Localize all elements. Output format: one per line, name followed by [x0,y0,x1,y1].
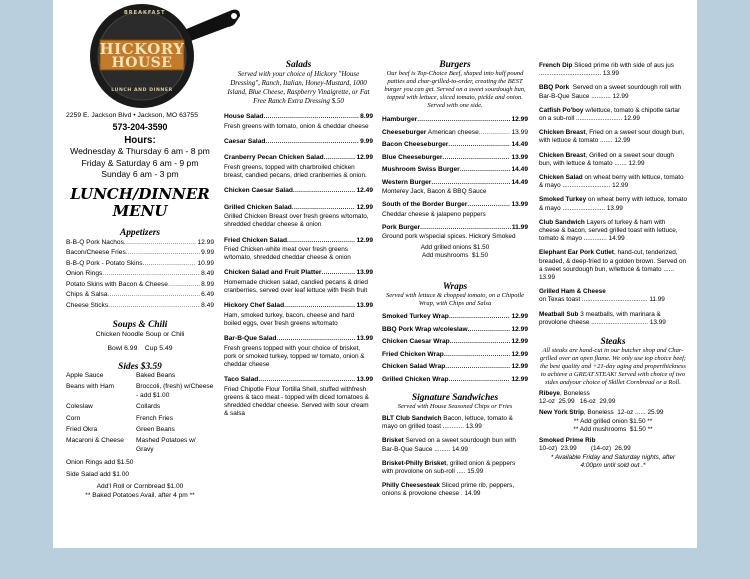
item-price: 12.99 [612,182,629,190]
steak-addon: ** Add grilled onion $1.50 ** [573,417,653,425]
salad-item [224,153,373,180]
item-description: , Grilled on a sweet sour dough bun, with lettuce & tomato [539,151,674,167]
column-3 [382,60,528,505]
side-item: Broccoli, (fresh) w/Cheese - add $1.00 [136,383,214,399]
item-name: Ribeye [539,390,560,398]
hours-heading: Hours: [124,135,156,146]
item-description: , Fried on a sweet sour dough bun, with lettuce & tomato [539,129,685,145]
side-note: Side Salad add $1.00 [66,471,130,479]
item-name: Chicken Salad [539,174,583,182]
menu-item: French Dip Sliced prime rib with side of aus jus ................................... 13.99 [539,62,674,78]
item-description: Bacon, lettuce, tomato & mayo on grilled toast [382,415,513,431]
soups-heading: Soups & Chili [112,320,168,330]
salad-item [224,186,373,197]
item-price: 8.99 [360,113,373,120]
item-name: Chicken Breast [539,129,586,137]
item-description: on wheat berry with lettuce, tomato & mayo [539,196,688,212]
salad-item [224,137,373,148]
item-extra: American cheese [426,128,479,136]
item-name: B-B-Q Pork Nachos [66,238,124,246]
item-name: Smoked Prime Rib [539,437,596,445]
item-price: 12.99 [511,375,528,383]
item-name: Grilled Chicken Salad [224,203,292,211]
appetizer-item [66,269,214,280]
salad-item [224,301,373,328]
steak-ribeye [539,390,687,406]
item-description: Fresh greens with tomato, onion & cheddar cheese [224,122,369,130]
item-name: Meatball Sub [539,310,579,318]
item-name: South of the Border Burger [382,201,468,209]
item-name: Caesar Salad [224,137,266,145]
item-name: Western Burger [382,178,432,186]
menu-item: Club Sandwich Layers of turkey & ham with cheese & bacon, served grilled toast with lettuce, tomato & mayo ............. 14.99 [539,218,678,243]
steaks-description: All steaks are hand-cut in our butcher shop and Char-grilled over an open flame. We only use top choice beef; the best quality and +21-day aging and properthickness to achieve a GREAT STEAK! Served with choice of two sides andyour choice of Skillet Cornbread or a Roll. [539,347,687,387]
item-price: 13.99 [511,153,528,161]
hickory-house-logo [84,0,244,110]
item-price: 13.99 [356,269,373,277]
sandwich-item: Brisket Served on a sweet sourdough bun with Bar-B-Que Sauce ......... 14.99 [382,437,516,453]
item-price: 12.99 [511,350,528,358]
item-price: 13.99 [606,204,623,212]
burger-item [382,200,528,219]
burger-addon: Add grilled onions $1.50 [420,243,490,251]
wraps-heading: Wraps [442,282,468,293]
item-description: Cheddar cheese & jalapeno peppers [382,210,486,218]
address: 2259 E. Jackson Blvd • Jackson, MO 63755 [66,112,198,119]
wrap-item [382,337,528,348]
wrap-item [382,375,528,386]
menu-page [53,0,697,548]
side-item: Mashed Potatoes w/ Gravy [136,437,196,453]
item-price: 12.99 [511,338,528,346]
item-description: Served on a sweet sourdough bun with Bar-B-Que Sauce [382,437,516,453]
item-description: Fried Chicken-white meat over fresh greens w/tomato, shredded cheddar cheese & onion [224,246,351,262]
item-price: 6.49 [201,291,214,298]
item-price: 25.99 [647,409,664,417]
item-price: 9.99 [201,249,214,256]
burger-item [382,153,528,164]
item-price: 12.99 [511,313,528,321]
item-price: 12.99 [614,137,631,145]
item-note: * Available Friday and Saturday nights, after [550,453,676,461]
item-name: Catfish Po'boy [539,106,584,114]
appetizer-item [66,301,214,312]
burgers-list [382,115,528,260]
sides-heading: Sides $3.59 [118,362,162,372]
item-name: Potato Skins with Bacon & Cheese [66,280,168,288]
item-description: w/lettuce, tomato & chipotle tartar on a sub-roll [539,106,681,123]
item-price: 12.99 [612,92,629,100]
item-description: on wheat berry with lettuce, tomato & mayo [539,174,684,190]
item-price: 13.99 [511,201,528,209]
item-name: Grilled Chicken Wrap [382,375,449,383]
item-price: 11.99 [511,223,528,231]
item-name: Smoked Turkey Wrap [382,313,449,321]
item-price: 13.99 [539,274,555,282]
salad-item [224,112,373,131]
item-name: Bar-B-Que Salad [224,335,277,343]
item-name: Chicken Caesar Wrap [382,338,450,346]
wrap-item [382,325,528,336]
steak-addon: ** Add mushrooms $1.50 ** [573,425,653,433]
item-name: French Dip [539,62,573,69]
burger-item [382,115,528,126]
menu-title-line: LUNCH/DINNER [70,184,210,203]
item-name: BLT Club Sandwich [382,415,442,423]
item-price: 13.99 [356,376,373,384]
item-name: House Salad [224,113,264,120]
item-price: 9.99 [360,137,373,145]
burger-item [382,223,528,242]
item-price: 8.49 [201,270,214,277]
logo-name-hickory: HICKORY [99,40,185,58]
side-item: Fried Okra [66,426,98,434]
logo-top-text: BREAKFAST [124,10,166,16]
item-name: Elephant Ear Pork Cutlet [539,249,614,257]
item-name: BBQ Pork Wrap w/coleslaw [382,325,468,333]
salad-item [224,236,373,263]
side-item: Coleslaw [66,403,93,411]
steaks-heading: Steaks [600,337,626,348]
sandwich-item: Brisket-Philly Brisket, grilled onion & peppers with provolone on sub-roll ..... 15.99 [382,459,516,476]
wrap-item [382,362,528,373]
item-price: 12.99 [511,116,528,123]
item-name: Cranberry Pecan Chicken Salad [224,154,324,162]
menu-item: Smoked Turkey on wheat berry with lettuce, tomato & mayo ........................ 13.99 [539,196,688,212]
sandwich-list-2 [539,62,687,327]
side-item: Beans with Ham [66,383,115,391]
item-name: Grilled Ham & Cheese [539,288,606,296]
burger-item [382,128,528,139]
sandwiches-description: Served with House Seasoned Chips or Fries [397,403,513,411]
item-name: Taco Salad [224,376,259,384]
wraps-description: Served with lettuce & chopped tomato, on a Chipotle Wrap, with Chips and Salsa [385,292,525,308]
item-price: 8.49 [201,301,214,309]
item-price: 10.99 [197,259,214,267]
wrap-item [382,350,528,361]
item-name: Fried Chicken Wrap [382,350,444,358]
item-price: 14.49 [511,178,528,186]
item-name: Bacon/Cheese Fries [66,249,126,256]
item-price: 13.99 [649,318,666,326]
burgers-description: Our beef is Top-Choice Beef, shaped into half pound patties and char-grilled-to-order, creating the BEST burger you can get. Served on a sweet sourdough bun, topped with lettuce, sliced tomato, pickle and onion. Served with one side. [384,70,526,109]
item-description: 3 meatballs, with marinara & provolone cheese [539,310,661,326]
item-description: Monterey Jack, Bacon & BBQ Sauce [382,188,487,195]
salad-item [224,203,373,230]
item-name: Chicken Salad and Fruit Platter [224,269,322,277]
hours-line: Wednesday & Thursday 6 am - 8 pm [70,146,210,156]
item-price: 13.99 [465,423,482,431]
item-name: BBQ Pork [539,84,570,92]
menu-title [66,186,214,220]
item-description: Fresh greens topped with your choice of brisket, pork or smoked turkey, topped w/ tomato, onion & cheddar cheese [224,344,365,369]
sandwich-item: Philly Cheesesteak Sliced prime rib, peppers, onions & provolone cheese . 14.99 [382,482,515,498]
item-price: 8.99 [201,280,214,288]
item-name: Cheese Sticks [66,301,109,309]
salads-description: Served with your choice of Hickory "House Dressing", Ranch, Italian, Honey-Mustard, 1000 Island, Blue Cheese, Raspberry Vinaigrette, or Fat Free Ranch Extra Dressing $.50 [227,70,370,105]
item-name: Chicken Breast [539,151,586,159]
item-price: 12.99 [356,203,373,211]
side-item: Apple Sauce [66,372,104,379]
soup-prices: Bowl 6.99 Cup 5.49 [107,345,173,352]
item-name: B-B-Q Pork - Potato Skins [66,259,143,267]
item-price: 14.49 [511,141,528,148]
salads-heading: Salads [285,60,312,70]
item-name: Fried Chicken Salad [224,236,288,244]
item-description: Sliced prime rib, peppers, onions & provolone cheese [382,482,515,498]
item-price: 15.99 [467,468,484,476]
item-description: Served on a sweet sourdough roll with Bar-B-Que Sauce [539,84,683,100]
item-name: Cheeseburger [382,128,427,136]
item-price: 12.99 [356,236,373,244]
logo-name-house: HOUSE [111,55,173,71]
side-item: Baked Beans [136,372,176,379]
appetizer-item [66,280,214,291]
item-name: Smoked Turkey [539,196,587,204]
item-price: 12.99 [623,115,640,123]
menu-item: Chicken Breast, Grilled on a sweet sour dough bun, with lettuce & tomato ....... 12.99 [539,151,674,167]
item-prices: 10-oz) 23.99 (14-oz) 26.99 [539,445,631,453]
item-name: Philly Cheesesteak [382,482,440,490]
steak-ny-strip: New York Strip, Boneless 12-oz ...... 25.99 ** Add grilled onion $1.50 ** ** Add mushrooms $1.50 ** [539,409,687,434]
item-price: 12.99 [511,325,528,333]
menu-title-line: MENU [112,201,168,220]
item-description: Fresh greens, topped with charbroiled chicken breast, candied pecans, dried cranberries & onion. [224,163,367,179]
side-item: Collards [136,403,161,411]
burger-addon: Add mushrooms $1.50 [421,251,489,259]
salad-item [224,375,373,418]
item-price: 13.99 [511,128,528,136]
burger-item [382,178,528,197]
appetizers-heading: Appetizers [119,227,161,238]
sides-footer: ** Baked Potatoes Avail. after 4 pm ** [85,492,195,500]
side-item: French Fries [136,414,174,422]
column-2 [224,60,373,425]
wrap-item [382,312,528,323]
side-item: Green Beans [136,426,175,434]
column-4 [539,62,687,470]
salad-item [224,334,373,369]
hours-line: Friday & Saturday 6 am - 9 pm [81,157,199,168]
menu-item: Elephant Ear Pork Cutlet, hand-cut, tenderized, breaded, & deep-fried to a golden brown. Served on a sweet sourdough bun, w/lettuce & tomato ...... 13.99 [539,249,687,282]
item-name: Bacon Cheeseburger [382,141,449,148]
appetizer-item [66,248,214,259]
item-name: Hickory Chef Salad [224,302,285,310]
item-name: Pork Burger [382,223,421,231]
burger-item [382,140,528,151]
item-price: 12.99 [511,363,528,371]
menu-item: Grilled Ham & Cheese on Texas toast ..................................... 11.99 [539,288,665,304]
sandwiches-heading: Signature Sandwiches [411,393,499,404]
item-name: Mushroom Swiss Burger [382,166,460,173]
item-description: Ground pork w/special spices. Hickory Smoked [382,233,516,241]
wraps-list [382,312,528,385]
steak-prime-rib [539,437,687,470]
item-name: New York Strip [539,409,584,417]
item-sizes: , Boneless 12-oz [583,409,634,417]
item-description: Homemade chicken salad, candied pecans & dried cranberries, served over leaf lettuce with fresh fruit [224,278,368,295]
item-price: 12.99 [356,154,373,162]
hours-list [66,146,214,181]
item-price: 14.99 [464,490,481,498]
salads-list [224,112,373,419]
appetizer-item [66,290,214,301]
item-price: 14.99 [608,235,625,243]
side-item: Corn [66,414,81,422]
salad-item [224,268,373,295]
item-name: Chicken Salad Wrap [382,363,446,371]
sandwich-item: BLT Club Sandwich Bacon, lettuce, tomato & mayo on grilled toast ............ 13.99 [382,415,513,431]
phone-number: 573-204-3590 [112,122,168,132]
item-description: Layers of turkey & ham with cheese & bacon, served grilled toast with lettuce, tomato & mayo [539,218,678,243]
burgers-heading: Burgers [439,60,471,70]
item-description: Fried Chipotle Flour Tortilla Shell, stuffed withfresh greens & taco meat - topped with diced tomatoes & shredded cheddar cheese. Served with sour cream & salsa [224,385,369,418]
item-name: Brisket [382,437,404,445]
item-description: on Texas toast [539,296,581,304]
item-price: 14.99 [451,445,468,453]
item-price: 12.99 [628,159,645,167]
item-price: 13.99 [356,335,373,343]
menu-item: Chicken Breast, Fried on a sweet sour dough bun, with lettuce & tomato ....... 12.99 [539,129,685,145]
item-prices: 12-oz 25.99 16-oz 29.99 [539,398,616,406]
sides-grid [66,372,214,454]
sandwiches-list [382,415,528,499]
item-name: Chips & Salsa [66,291,108,298]
item-name: Onion Rings [66,270,103,277]
item-price: 13.99 [602,70,619,78]
item-name: Chicken Caesar Salad [224,187,293,195]
item-name: Brisket-Philly Brisket [382,459,447,467]
item-name: Club Sandwich [539,218,585,226]
item-description: , hand-cut, tenderized, breaded, & deep-fried to a golden brown. Served on a sweet sourdough bun, w/lettuce & tomato [539,249,687,273]
side-item: Macaroni & Cheese [66,437,124,445]
item-description: , grilled onion & peppers with provolone on sub-roll [382,459,516,476]
soup-line: Chicken Noodle Soup or Chili [95,331,185,338]
item-name: Blue Cheeseburger [382,153,443,161]
column-1 [66,0,214,500]
logo-bottom-text: LUNCH AND DINNER [111,88,173,93]
item-price: 14.49 [511,166,528,173]
item-description: Ham, smoked turkey, bacon, cheese and hard boiled eggs, over fresh greens w/tomato [224,311,355,328]
appetizer-item [66,259,214,270]
item-price: 11.99 [649,296,665,304]
item-sizes: , Boneless [559,390,590,398]
item-note: 4:00pm until sold out .* [580,461,646,469]
hours-line: Sunday 6 am - 3 pm [101,169,179,179]
menu-item: Meatball Sub 3 meatballs, with marinara & provolone cheese ................................ 13.99 [539,310,666,326]
item-price: 13.99 [356,302,373,310]
item-description: Grilled Chicken Breast over fresh greens w/tomato, shredded cheddar cheese & onion [224,213,369,229]
sides-footer: Add'l Roll or Cornbread $1.00 [96,483,184,491]
menu-item: Catfish Po'boy w/lettuce, tomato & chipotle tartar on a sub-roll .......................... 12.99 [539,106,681,123]
item-price: 12.99 [197,238,214,246]
item-price: 12.49 [356,187,373,195]
item-description: Sliced prime rib with side of aus jus [572,62,674,69]
appetizers-list [66,238,214,312]
menu-item: BBQ Pork Served on a sweet sourdough roll with Bar-B-Que Sauce ........... 12.99 [539,84,683,100]
appetizer-item [66,238,214,249]
side-note: Onion Rings add $1.50 [66,459,134,467]
menu-item: Chicken Salad on wheat berry with lettuce, tomato & mayo ........................... 12.99 [539,174,684,190]
burger-item [382,165,528,176]
item-name: Hamburger [382,116,418,123]
